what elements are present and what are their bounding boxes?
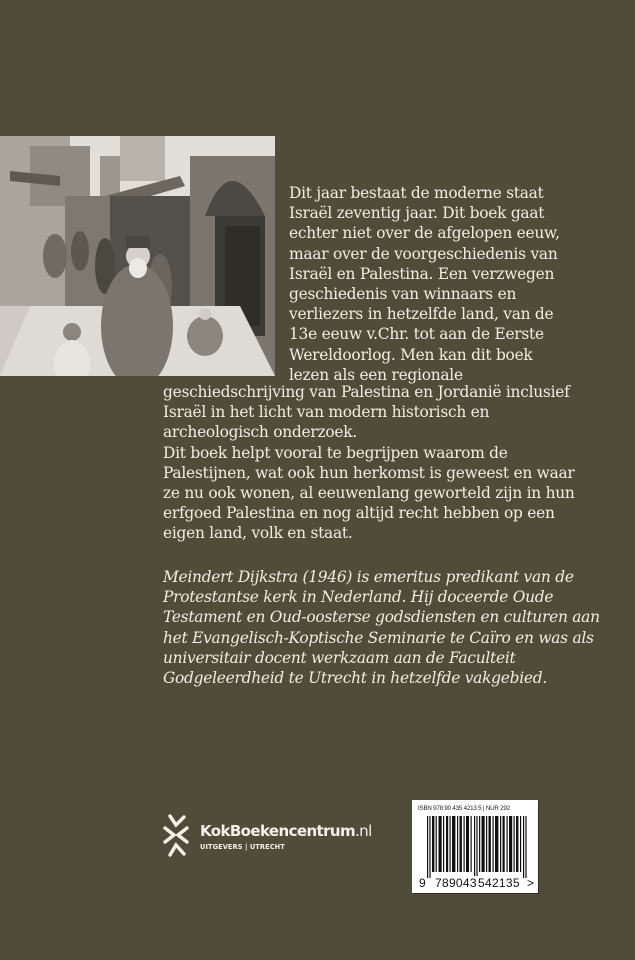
blurb-line: Dit boek helpt vooral te begrijpen waarom de xyxy=(163,443,508,462)
blurb-line: erfgoed Palestina en nog altijd recht hebben op een xyxy=(163,504,555,523)
blurb-right-column xyxy=(289,183,560,385)
blurb-line: maar over de voorgeschiedenis van xyxy=(289,244,558,263)
kok-boekencentrum-chevrons-icon xyxy=(162,814,190,858)
blurb-line: Palestijnen, wat ook hun herkomst is geweest en waar xyxy=(163,463,575,482)
blurb-line: lezen als een regionale xyxy=(289,365,463,384)
blurb-full-width xyxy=(163,382,575,544)
isbn-barcode: ISBN 978 90 435 4213 5 | NUR 292 9 789043 542135 > xyxy=(412,800,538,893)
blurb-line: archeologisch onderzoek. xyxy=(163,423,357,442)
blurb-line: Israël zeventig jaar. Dit boek gaat xyxy=(289,204,545,223)
publisher-logo xyxy=(162,812,382,862)
quiet-zone-arrow-icon: > xyxy=(527,876,535,890)
blurb-line: echter niet over de afgelopen eeuw, xyxy=(289,224,560,243)
blurb-line: geschiedenis van winnaars en xyxy=(289,284,517,303)
blurb-line: ze nu ook wonen, al eeuwenlang geworteld zijn in hun xyxy=(163,483,575,502)
bio-line: Godgeleerdheid te Utrecht in hetzelfde vakgebied. xyxy=(163,668,547,687)
publisher-subtitle: UITGEVERS | UTRECHT xyxy=(200,843,285,851)
bio-line: universitair docent werkzaam aan de Faculteit xyxy=(163,648,516,667)
blurb-line: Israël en Palestina. Een verzwegen xyxy=(289,264,555,283)
cover-photo xyxy=(0,136,275,376)
bio-line: het Evangelisch-Koptische Seminarie te Caïro en was als xyxy=(163,628,594,647)
bio-line: Meindert Dijkstra (1946) is emeritus predikant van de xyxy=(163,568,574,586)
blurb-line: eigen land, volk en staat. xyxy=(163,524,353,543)
author-bio xyxy=(163,567,600,688)
blurb-line: 13e eeuw v.Chr. tot aan de Eerste xyxy=(289,325,544,344)
publisher-name: KokBoekencentrum.nl xyxy=(200,822,372,840)
barcode-bars xyxy=(427,816,527,878)
blurb-line: Dit jaar bestaat de moderne staat xyxy=(289,184,544,202)
isbn-text: ISBN 978 90 435 4213 5 | NUR 292 xyxy=(418,805,510,812)
blurb-line: geschiedschrijving van Palestina en Jordanië inclusief xyxy=(163,383,570,401)
blurb-line: verliezers in hetzelfde land, van de xyxy=(289,305,554,324)
blurb-line: Israël in het licht van modern historisch en xyxy=(163,403,490,422)
bio-line: Testament en Oud-oosterse godsdiensten en culturen aan xyxy=(163,608,600,627)
blurb-line: Wereldoorlog. Men kan dit boek xyxy=(289,345,533,364)
bio-line: Protestantse kerk in Nederland. Hij doceerde Oude xyxy=(163,588,554,607)
